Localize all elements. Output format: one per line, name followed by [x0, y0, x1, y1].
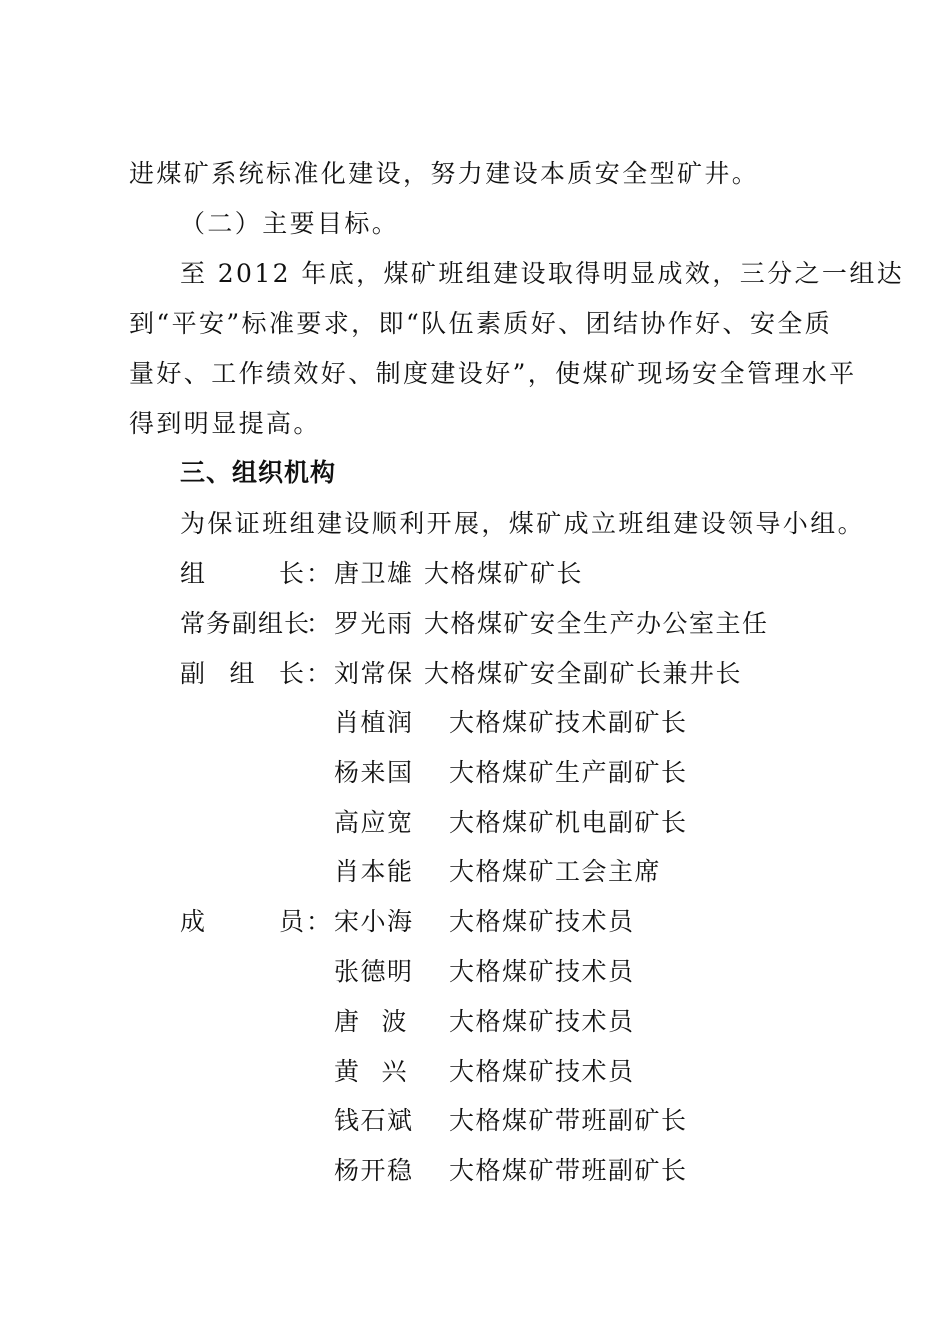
role-colon: ：: [306, 659, 332, 688]
person-name: 黄 兴: [334, 1057, 408, 1086]
role-colon: ：: [306, 907, 332, 936]
person-title: 大格煤矿技术员: [449, 1007, 635, 1036]
role-colon: ：: [306, 559, 332, 588]
person-name: 钱石斌: [334, 1106, 414, 1135]
subheading-main-goals: （二）主要目标。: [180, 209, 400, 238]
person-name: 唐卫雄: [334, 559, 414, 588]
person-name: 肖植润: [334, 708, 414, 737]
paragraph-line: 得到明显提高。: [129, 409, 321, 438]
person-title: 大格煤矿带班副矿长: [449, 1156, 688, 1185]
person-title: 大格煤矿技术员: [449, 957, 635, 986]
paragraph-line: 到“平安”标准要求，即“队伍素质好、团结协作好、安全质: [129, 309, 833, 338]
person-title: 大格煤矿矿长: [424, 559, 584, 588]
person-title: 大格煤矿技术副矿长: [449, 708, 688, 737]
section-heading: 三、组织机构: [180, 458, 337, 487]
paragraph-line: 为保证班组建设顺利开展，煤矿成立班组建设领导小组。: [180, 509, 866, 538]
person-name: 刘常保: [334, 659, 414, 688]
role-members-label: 成 员: [180, 907, 304, 936]
person-title: 大格煤矿生产副矿长: [449, 758, 688, 787]
person-title: 大格煤矿机电副矿长: [449, 808, 688, 837]
person-title: 大格煤矿安全生产办公室主任: [424, 609, 769, 638]
person-title: 大格煤矿技术员: [449, 1057, 635, 1086]
role-executive-deputy-label: 常务副组长: [180, 609, 311, 638]
person-name: 张德明: [334, 957, 414, 986]
person-title: 大格煤矿带班副矿长: [449, 1106, 688, 1135]
person-title: 大格煤矿安全副矿长兼井长: [424, 659, 743, 688]
person-name: 高应宽: [334, 808, 414, 837]
paragraph-line: 至 2012 年底，煤矿班组建设取得明显成效，三分之一组达: [180, 259, 905, 288]
role-deputy-label: 副 组 长: [180, 659, 304, 688]
person-name: 宋小海: [334, 907, 414, 936]
role-leader-label: 组 长: [180, 559, 304, 588]
role-colon: ：: [306, 609, 332, 638]
person-title: 大格煤矿工会主席: [449, 857, 662, 886]
paragraph-line: 进煤矿系统标准化建设，努力建设本质安全型矿井。: [129, 159, 760, 188]
paragraph-line: 量好、工作绩效好、制度建设好”，使煤矿现场安全管理水平: [129, 359, 857, 388]
person-name: 唐 波: [334, 1007, 408, 1036]
person-name: 肖本能: [334, 857, 414, 886]
person-name: 罗光雨: [334, 609, 414, 638]
person-title: 大格煤矿技术员: [449, 907, 635, 936]
person-name: 杨来国: [334, 758, 414, 787]
person-name: 杨开稳: [334, 1156, 414, 1185]
